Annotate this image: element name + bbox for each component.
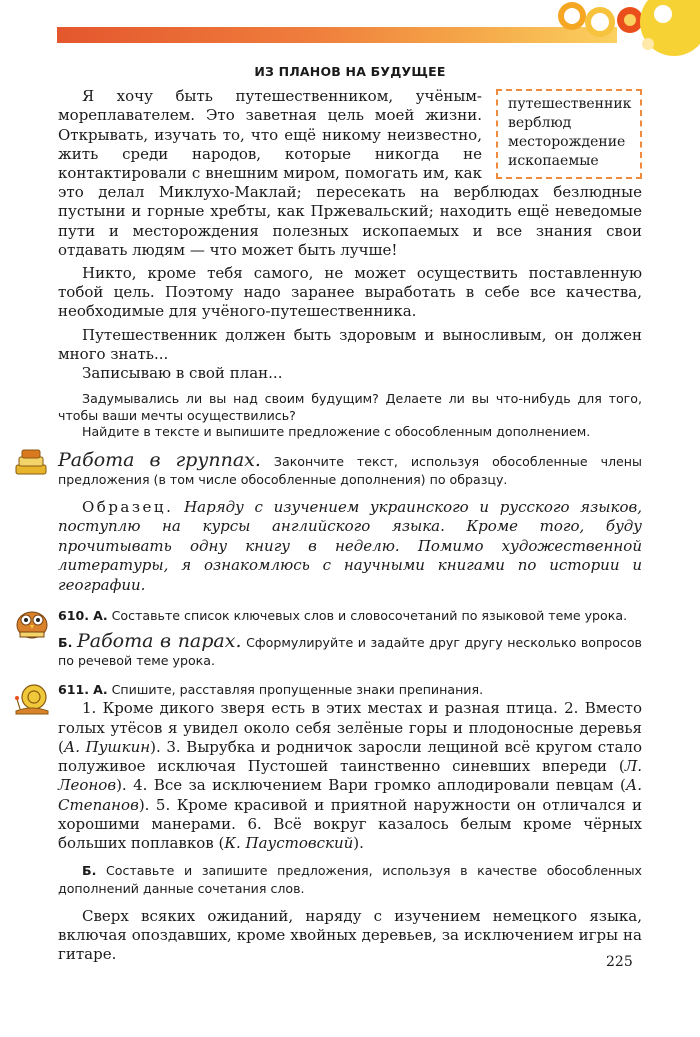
- paragraph: Путешественник должен быть здоровым и выносливым, он должен много знать...: [58, 325, 642, 363]
- question: Задумывались ли вы над своим будущим? Делаете ли вы что-нибудь для того, чтобы ваши мечты осуществились?: [58, 391, 642, 423]
- pair-work-label: Работа в парах.: [76, 629, 242, 652]
- snail-icon: [12, 679, 52, 719]
- sample-label: Образец.: [82, 497, 174, 516]
- group-work-task: [58, 448, 642, 490]
- exercise-text: Составьте и запишите предложения, используя в качестве обособленных дополнений данные сочетания слов.: [58, 862, 642, 897]
- phrases-list: Сверх всяких ожиданий, наряду с изучением немецкого языка, включая опоздавших, кроме хвойных деревьев, за исключением игры на гитаре.: [58, 906, 642, 964]
- questions-block: [58, 391, 642, 441]
- vocab-word: верблюд: [508, 115, 572, 132]
- text-title: ИЗ ПЛАНОВ НА БУДУЩЕЕ: [254, 64, 446, 79]
- paragraph: Никто, кроме тебя самого, не может осуществить поставленную тобой цель. Поэтому надо заранее выработать в себе все качества, необходимые для учёного-путешественника.: [58, 264, 642, 321]
- paragraph: Я хочу быть путешественником, учёным-мореплавателем. Это заветная цель моей жизни. Открывать, изучать то, что ещё никому неизвестно, жить среди народов, которые никогда не контактировали с внешним миром, помогать им, как это делал Миклухо-Маклай; пересекать на верблюдах безлюдные пустыни и горные хребты, как Пржевальский; находить ещё неведомые пути и месторождения полезных ископаемых и все знания свои отдавать людям — что может быть лучше!: [58, 87, 642, 259]
- author: А. Пушкин: [63, 737, 151, 756]
- vocab-word: ископаемые: [508, 153, 599, 170]
- sample-text: Наряду с изучением украинского и русского языков, поступлю на курсы английского языка. Кроме того, буду прочитывать одну книгу в неделю. Помимо художественной литературы, я ознакомлюсь с научными книгами по истории и географии.: [58, 497, 642, 594]
- author: А. Степанов: [58, 776, 642, 814]
- sentence-text: ). 5. Кроме красивой и приятной наружности он отличался и хорошими манерами. 6. Всё вокруг казалось белым кроме чёрных больших поплавков (: [58, 795, 642, 853]
- part-label: А.: [93, 681, 108, 697]
- books-icon: [12, 449, 50, 479]
- vocab-word: путешественник: [508, 96, 632, 113]
- vocab-word: месторождение: [508, 134, 626, 151]
- paragraph: Записываю в свой план...: [82, 364, 283, 383]
- part-label: Б.: [58, 634, 73, 650]
- part-label: Б.: [82, 862, 97, 878]
- exercise-number: 611.: [58, 681, 90, 697]
- page-number: 225: [606, 954, 633, 970]
- author: К. Паустовский: [224, 834, 354, 853]
- exercise-611: [58, 681, 642, 700]
- vocabulary-box: [496, 89, 642, 179]
- exercise-text: Составьте список ключевых слов и словосочетаний по языковой теме урока.: [111, 608, 628, 624]
- exercise-number: 610.: [58, 608, 90, 624]
- group-work-text: Закончите текст, используя обособленные члены предложения (в том числе обособленные дополнения) по образцу.: [58, 453, 642, 488]
- sentence-text: ).: [353, 834, 364, 853]
- sentence-text: 1. Кроме дикого зверя есть в этих местах и разная птица. 2. Вместо голых утёсов я увидел около себя зелёные горы и плодоносные деревья (: [58, 699, 642, 756]
- exercise-611-sentences: [58, 699, 642, 853]
- part-label: А.: [93, 608, 108, 624]
- sentence-text: ). 3. Вырубка и родничок заросли лещиной всё кругом стало полуживое исключая Пустошей таинственно синевших впереди (: [58, 737, 642, 776]
- sentence-text: ). 4. Все за исключением Вари громко аплодировали певцам (: [116, 776, 626, 795]
- question: Найдите в тексте и выпишите предложение с обособленным дополнением.: [82, 424, 591, 440]
- author: Л. Леонов: [58, 757, 642, 795]
- exercise-text: Сформулируйте и задайте друг другу несколько вопросов по речевой теме урока.: [58, 634, 642, 669]
- group-work-label: Работа в группах.: [58, 448, 261, 471]
- exercise-610: [58, 607, 642, 671]
- owl-icon: [12, 603, 52, 639]
- page-content: [58, 58, 642, 965]
- exercise-611-b: [58, 862, 642, 899]
- exercise-text: Спишите, расставляя пропущенные знаки препинания.: [111, 681, 484, 697]
- sample-block: [58, 498, 642, 596]
